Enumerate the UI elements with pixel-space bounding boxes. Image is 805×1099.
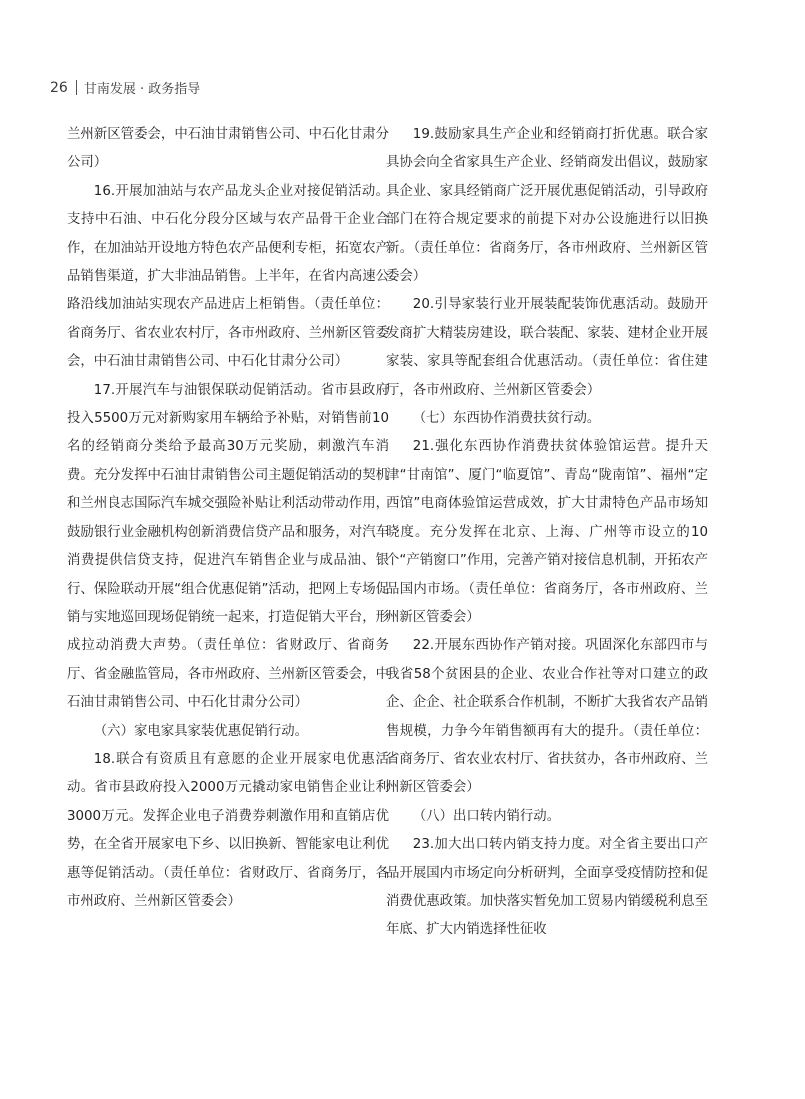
section-heading-7: （七）东西协作消费扶贫行动。	[412, 411, 601, 427]
paragraph-item-19: 19.鼓励家具生产企业和经销商打折优惠。联合家具协会向全省家具生产企业、经销商发出倡议，鼓励家具企业、家具经销商广泛开展优惠促销活动，引导政府部门在符合规定要求的前提下对办公设施进行以旧换新。（责任单位：省商务厅，各市州政府、兰州新区管委会）	[386, 127, 708, 285]
left-column	[67, 121, 389, 916]
right-column	[386, 121, 708, 945]
journal-title: 甘南发展 · 政务指导	[83, 82, 201, 97]
paragraph-item-21: 21.强化东西协作消费扶贫体验馆运营。提升天津“甘南馆”、厦门“临夏馆”、青岛“陇南馆”、福州“定西馆”电商体验馆运营成效，扩大甘肃特色产品市场知晓度。充分发挥在北京、上海、广州等市设立的10个“产销窗口”作用，完善产销对接信息机制，开拓农产品国内市场。（责任单位：省商务厅，各市州政府、兰州新区管委会）	[386, 439, 708, 625]
paragraph-item-22: 22.开展东西协作产销对接。巩固深化东部四市与我省58个贫困县的企业、农业合作社等对口建立的政企、企企、社企联系合作机制，不断扩大我省农产品销售规模，力争今年销售额再有大的提升。（责任单位：省商务厅、省农业农村厅、省扶贫办，各市州政府、兰州新区管委会）	[386, 638, 708, 796]
page-header	[50, 78, 200, 97]
paragraph-continuation: 兰州新区管委会，中石油甘肃销售公司、中石化甘肃分公司）	[67, 127, 389, 171]
header-divider	[76, 80, 77, 95]
paragraph-item-18: 18.联合有资质且有意愿的企业开展家电优惠活动。省市县政府投入2000万元撬动家电销售企业让利3000万元。发挥企业电子消费券刺激作用和直销店优势，在全省开展家电下乡、以旧换新、智能家电让利优惠等促销活动。（责任单位：省财政厅、省商务厅，各市州政府、兰州新区管委会）	[67, 751, 389, 909]
paragraph-item-20: 20.引导家装行业开展装配装饰优惠活动。鼓励开发商扩大精装房建设，联合装配、家装、建材企业开展家装、家具等配套组合优惠活动。（责任单位：省住建厅，各市州政府、兰州新区管委会）	[386, 297, 708, 398]
page-number: 26	[50, 79, 68, 96]
paragraph-item-23: 23.加大出口转内销支持力度。对全省主要出口产品开展国内市场定向分析研判，全面享受疫情防控和促消费优惠政策。加快落实暂免加工贸易内销缓税利息至年底、扩大内销选择性征收	[386, 837, 708, 938]
paragraph-item-16: 16.开展加油站与农产品龙头企业对接促销活动。支持中石油、中石化分段分区域与农产品骨干企业合作，在加油站开设地方特色农产品便利专柜，拓宽农产品销售渠道，扩大非油品销售。上半年，在省内高速公路沿线加油站实现农产品进店上柜销售。（责任单位：省商务厅、省农业农村厅，各市州政府、兰州新区管委会，中石油甘肃销售公司、中石化甘肃分公司）	[67, 183, 389, 370]
section-heading-6: （六）家电家具家装优惠促销行动。	[93, 723, 309, 739]
section-heading-8: （八）出口转内销行动。	[412, 808, 561, 824]
paragraph-item-17: 17.开展汽车与油银保联动促销活动。省市县政府投入5500万元对新购家用车辆给予补贴，对销售前10名的经销商分类给予最高30万元奖励，刺激汽车消费。充分发挥中石油甘肃销售公司主题促销活动的契机和兰州良志国际汽车城交强险补贴让利活动带动作用，鼓励银行业金融机构创新消费信贷产品和服务，对汽车消费提供信贷支持，促进汽车销售企业与成品油、银行、保险联动开展“组合优惠促销”活动，把网上专场促销与实地巡回现场促销统一起来，打造促销大平台，形成拉动消费大声势。（责任单位：省财政厅、省商务厅、省金融监管局，各市州政府、兰州新区管委会，中石油甘肃销售公司、中石化甘肃分公司）	[67, 382, 389, 711]
